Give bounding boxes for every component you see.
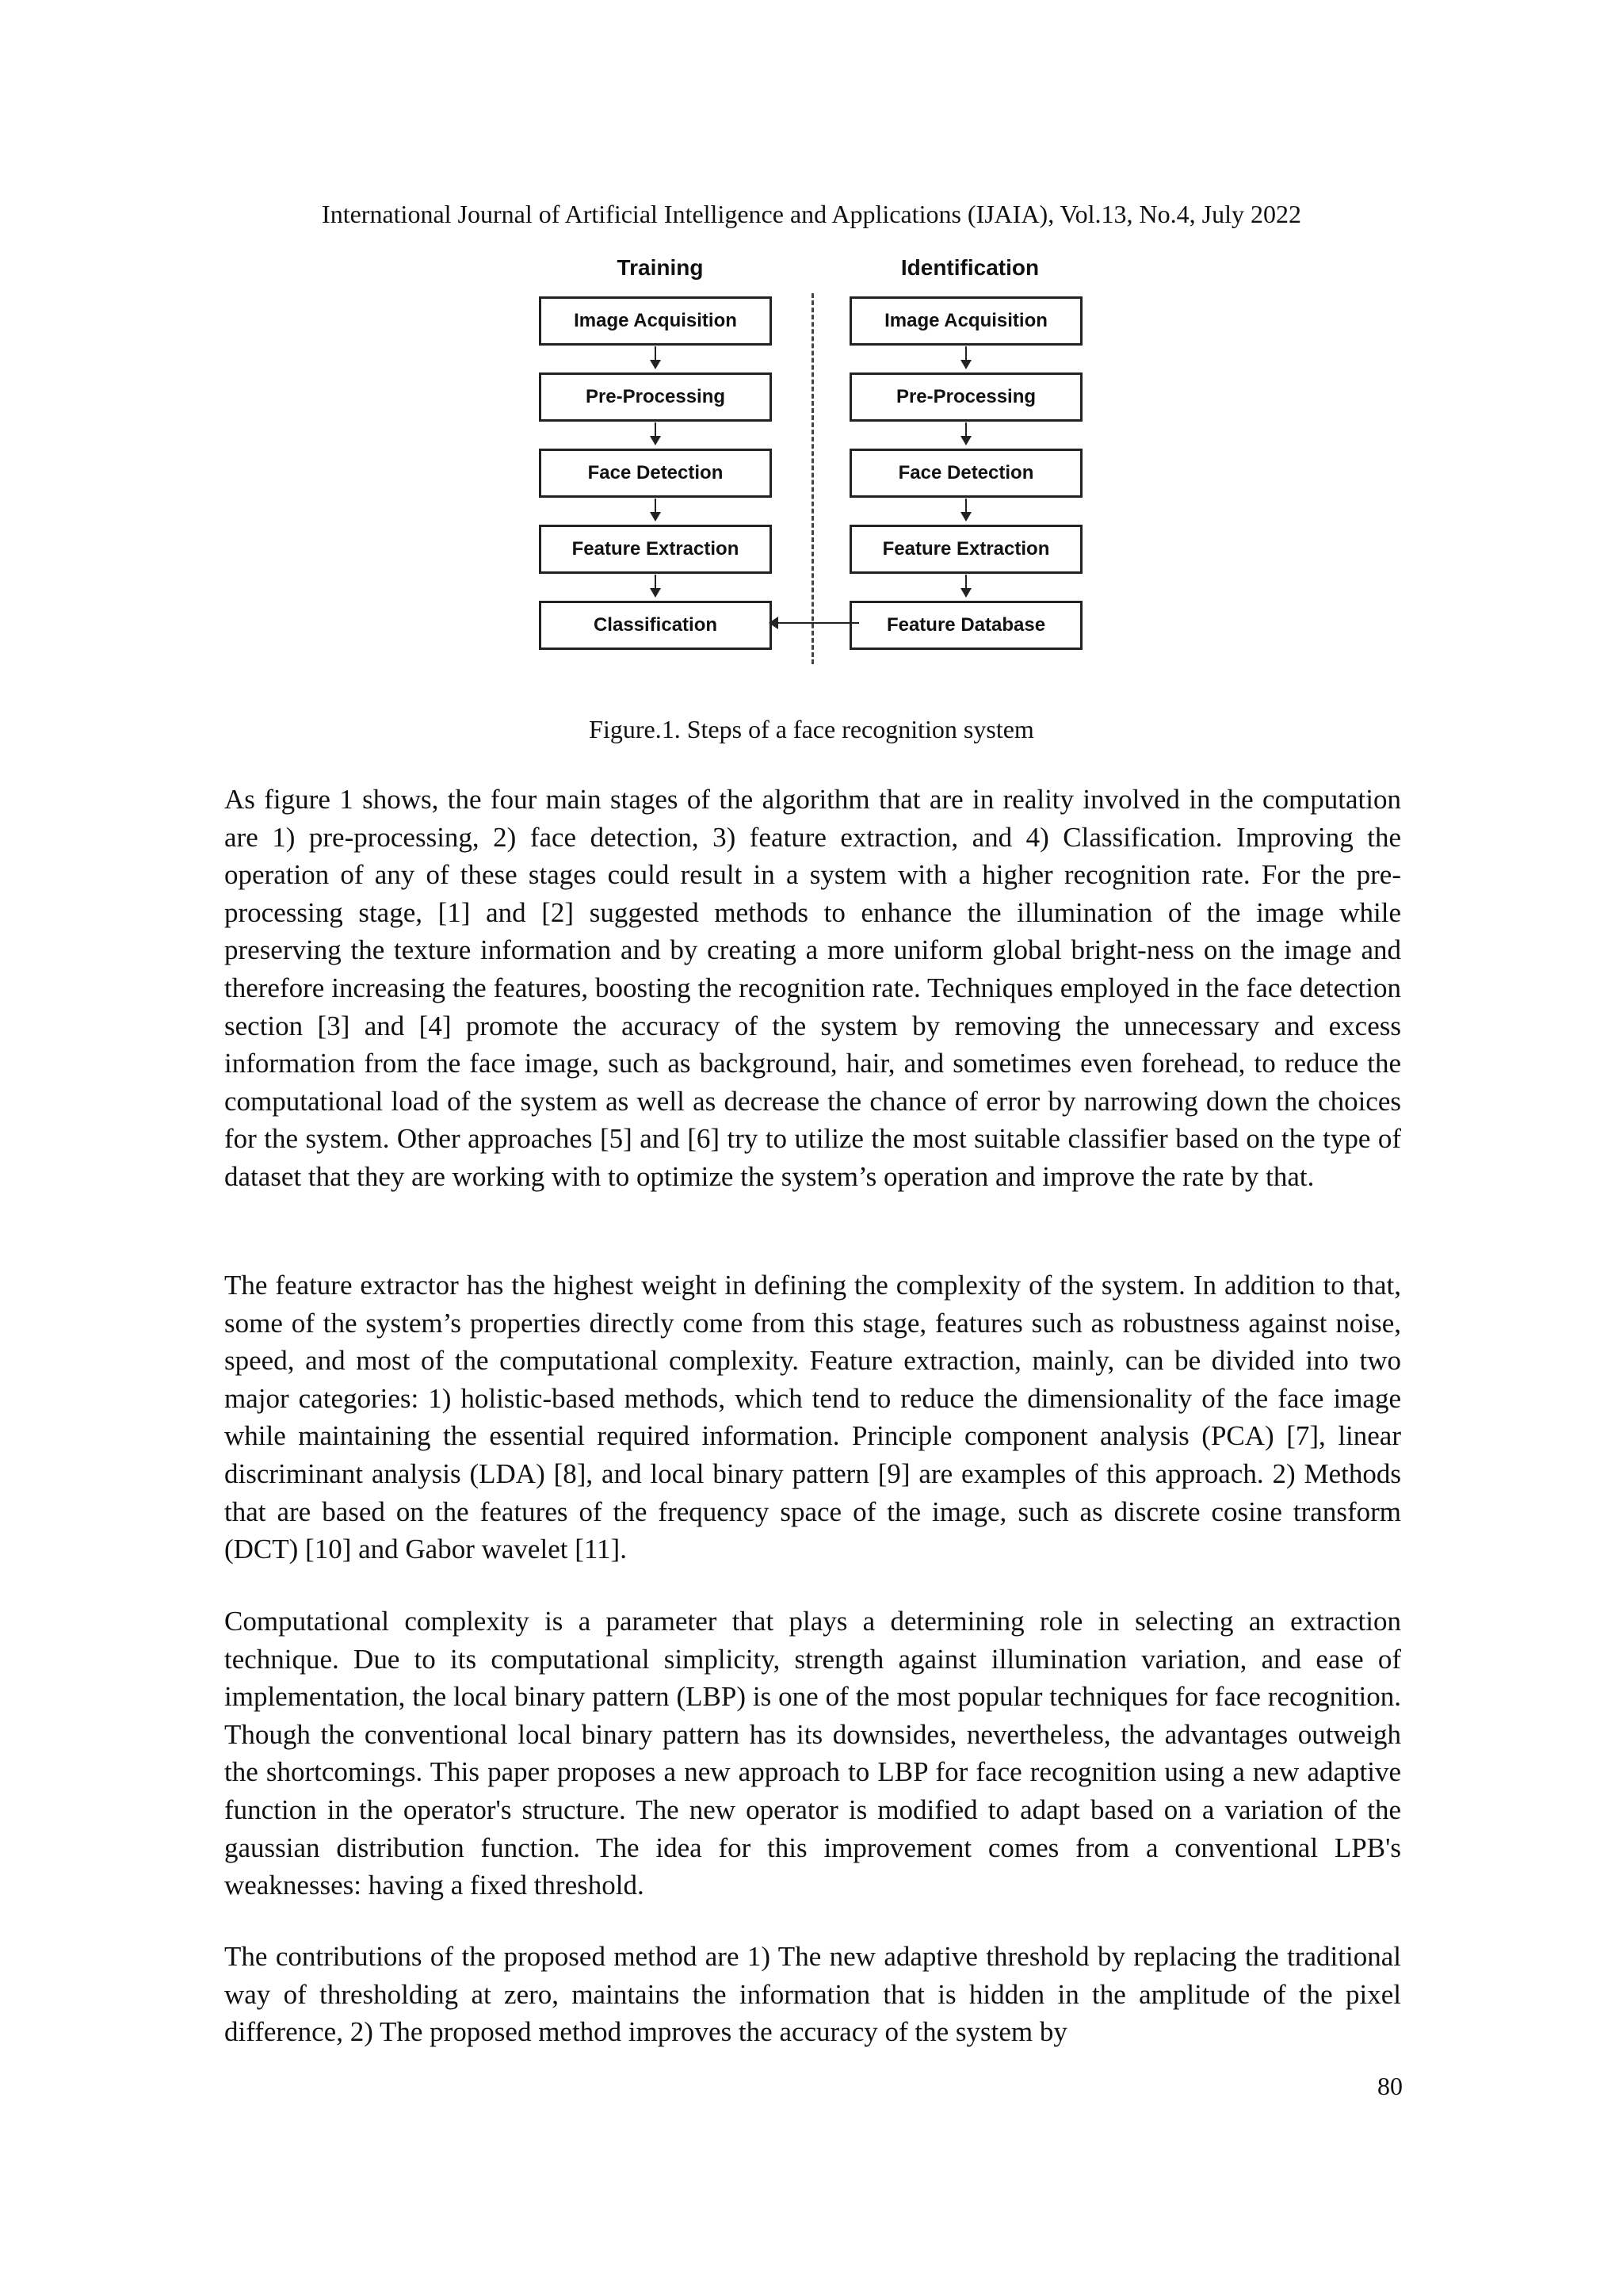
- training-title: Training: [617, 255, 704, 280]
- training-step-classification: Classification: [539, 601, 772, 650]
- flowchart-figure: [523, 252, 1109, 680]
- identification-title: Identification: [900, 255, 1040, 280]
- database-to-classification-arrow: [777, 622, 859, 624]
- identification-step-image-acquisition: Image Acquisition: [850, 296, 1083, 346]
- training-step-face-detection: Face Detection: [539, 449, 772, 498]
- journal-header: International Journal of Artificial Intelligence and Applications (IJAIA), Vol.13, No.4, July 2022: [322, 200, 1301, 228]
- training-step-feature-extraction: Feature Extraction: [539, 525, 772, 574]
- identification-step-feature-extraction: Feature Extraction: [850, 525, 1083, 574]
- paragraph-1: As figure 1 shows, the four main stages of the algorithm that are in reality involved in the computation are 1) pre-processing, 2) face detection, 3) feature extraction, and 4) Classification. Improving the operation of any of these stages could result in a system with a higher recognition rate. For the pre-processing stage, [1] and [2] suggested methods to enhance the illumination of the image while preserving the texture information and by creating a more uniform global bright-ness on the image and therefore increasing the features, boosting the recognition rate. Techniques employed in the face detection section [3] and [4] promote the accuracy of the system by removing the unnecessary and excess information from the face image, such as background, hair, and sometimes even forehead, to reduce the computational load of the system as well as decrease the chance of error by narrowing down the choices for the system. Other approaches [5] and [6] try to utilize the most suitable classifier based on the type of dataset that they are working with to optimize the system’s operation and improve the rate by that.: [224, 784, 1401, 1192]
- paragraph-2: The feature extractor has the highest weight in defining the complexity of the system. In addition to that, some of the system’s properties directly come from this stage, features such as robustness against noise, speed, and most of the computational complexity. Feature extraction, mainly, can be divided into two major categories: 1) holistic-based methods, which tend to reduce the dimensionality of the face image while maintaining the essential required information. Principle component analysis (PCA) [7], linear discriminant analysis (LDA) [8], and local binary pattern [9] are examples of this approach. 2) Methods that are based on the features of the frequency space of the image, such as discrete cosine transform (DCT) [10] and Gabor wavelet [11].: [224, 1270, 1401, 1565]
- identification-step-feature-database: Feature Database: [850, 601, 1083, 650]
- identification-step-pre-processing: Pre-Processing: [850, 372, 1083, 422]
- identification-step-face-detection: Face Detection: [850, 449, 1083, 498]
- paragraph-3: Computational complexity is a parameter that plays a determining role in selecting an extraction technique. Due to its computational simplicity, strength against illumination variation, and ease of implementation, the local binary pattern (LBP) is one of the most popular techniques for face recognition. Though the conventional local binary pattern has its downsides, nevertheless, the advantages outweigh the shortcomings. This paper proposes a new approach to LBP for face recognition using a new adaptive function in the operator's structure. The new operator is modified to adapt based on a variation of the gaussian distribution function. The idea for this improvement comes from a conventional LPB's weaknesses: having a fixed threshold.: [224, 1606, 1401, 1901]
- page-number: 80: [1377, 2072, 1403, 2100]
- training-step-image-acquisition: Image Acquisition: [539, 296, 772, 346]
- figure-caption: Figure.1. Steps of a face recognition system: [589, 715, 1034, 743]
- paragraph-4: The contributions of the proposed method are 1) The new adaptive threshold by replacing the traditional way of thresholding at zero, maintains the information that is hidden in the amplitude of the pixel difference, 2) The proposed method improves the accuracy of the system by: [224, 1941, 1401, 2048]
- column-divider: [812, 293, 814, 664]
- training-step-pre-processing: Pre-Processing: [539, 372, 772, 422]
